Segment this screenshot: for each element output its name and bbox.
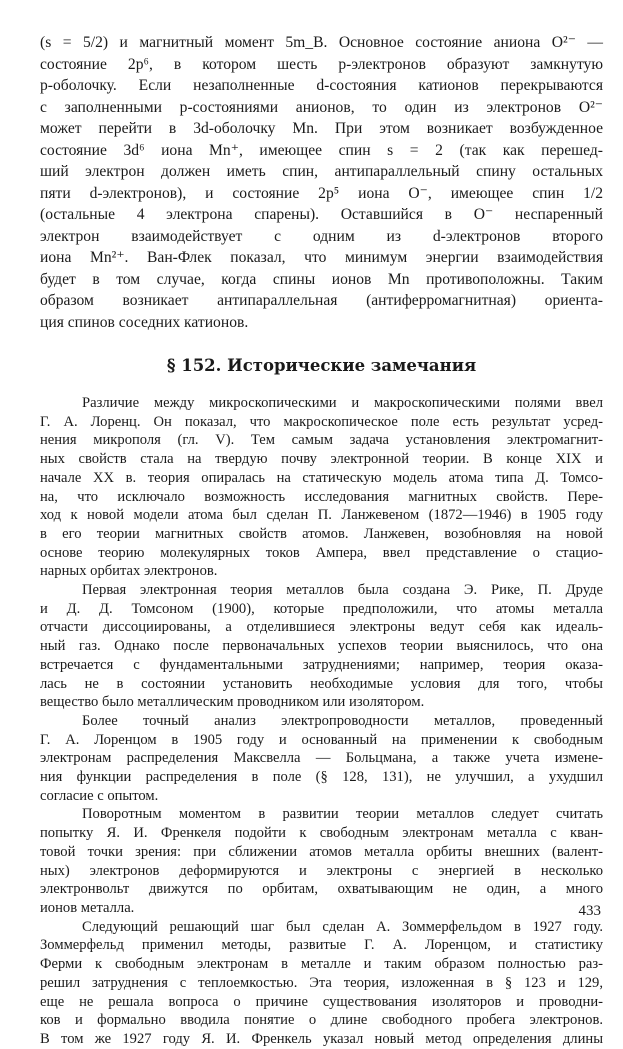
history-section <box>40 394 603 1049</box>
text-line: нарных орбитах электронов. <box>40 563 218 580</box>
text-line: Ферми к свободным электронам в металле и таким образом полностью раз- <box>40 956 603 973</box>
text-line: и Д. Д. Томсоном (1900), которые предположили, что атомы металла <box>40 600 603 617</box>
text-line: согласие с опытом. <box>40 787 159 804</box>
text-line: ния функции распределения в поле (§ 128, 131), не улучшил, а ухудшил <box>40 769 603 786</box>
text-line: иона Mn²⁺. Ван-Флек показал, что минимум энергии взаимодействия <box>40 249 603 266</box>
text-line: будет в том случае, когда спины ионов Mn противоположны. Таким <box>40 270 603 288</box>
section-heading: § 152. Исторические замечания <box>166 356 477 375</box>
history-paragraph <box>40 712 603 806</box>
text-line: состояние 2p⁶, в котором шесть p-электронов образуют замкнутую <box>40 55 603 73</box>
text-line: Г. А. Лоренцом в 1905 году и основанный на применении к свободным <box>40 731 603 748</box>
text-line: еще не решала вопроса о причине существования изоляторов и проводни- <box>40 993 603 1010</box>
text-line: ных свойств стала на твердую почву электронной теории. В конце XIX и <box>40 451 603 468</box>
text-line: Поворотным моментом в развитии теории металлов следует считать <box>82 806 603 823</box>
text-line: состояние 3d⁶ иона Mn⁺, имеющее спин s = 2 (так как перешед- <box>40 141 603 159</box>
text-line: с заполненными p-состояниями анионов, то один из электронов O²⁻ <box>40 98 603 116</box>
text-line: ных) электронов деформируются и электроны с энергией в несколько <box>40 862 603 879</box>
text-line: Г. А. Лоренц. Он показал, что макроскопическое поле есть результат усред- <box>40 413 603 430</box>
page-number: 433 <box>578 903 601 919</box>
text-line: (s = 5/2) и магнитный момент 5m_B. Основное состояние аниона O²⁻ — <box>40 34 603 51</box>
text-line: ция спинов соседних катионов. <box>40 313 249 331</box>
text-line: пяти d-электронов), и состояние 2p⁵ иона O⁻, имеющее спин 1/2 <box>40 184 603 202</box>
text-line: Следующий решающий шаг был сделан А. Зоммерфельдом в 1927 году. <box>82 918 603 935</box>
text-line: товой точки зрения: при сближении атомов металла орбиты внешних (валент- <box>40 843 603 860</box>
text-line: отчасти диссоциированы, а отделившиеся электроны ведут себя как идеаль- <box>40 619 603 636</box>
text-line: p-оболочку. Если незаполненные d-состояния катионов перекрываются <box>40 77 603 94</box>
text-line: решил затруднения с теплоемкостью. Эта теория, изложенная в § 123 и 129, <box>40 974 603 991</box>
text-line: Первая электронная теория металлов была создана Э. Рике, П. Друде <box>82 582 603 599</box>
text-line: ший электрон должен иметь спин, антипараллельный спину остальных <box>40 163 603 180</box>
text-line: ионов металла. <box>40 899 135 916</box>
text-line: ков и формально вводила понятие о длине свободного пробега электронов. <box>40 1012 603 1029</box>
history-paragraph <box>40 581 603 712</box>
history-paragraph <box>40 918 603 1049</box>
page-body <box>40 32 603 1049</box>
text-line: вещество было металлическим проводником или изолятором. <box>40 694 425 711</box>
text-line: образом возникает антипараллельная (антиферромагнитная) ориента- <box>40 292 603 309</box>
text-line: ный газ. Однако после первоначальных успехов теории выяснилось, что она <box>40 638 603 655</box>
text-line: на, что исключало возможность исследования магнитных свойств. Пере- <box>40 488 603 505</box>
text-line: в его теории магнитных свойств атомов. Ланжевен, возобновляя на новой <box>40 525 603 542</box>
text-line: электрон взаимодействует с одним из d-электронов второго <box>40 227 603 245</box>
text-line: попытку Я. И. Френкеля подойти к свободным электронам металла с кван- <box>40 825 603 842</box>
text-line: В том же 1927 году Я. И. Френкель указал новый метод определения длины <box>40 1030 603 1047</box>
history-paragraph <box>40 805 603 917</box>
text-line: Более точный анализ электропроводности металлов, проведенный <box>82 712 603 729</box>
text-line: Различие между микроскопическими и макроскопическими полями ввел <box>82 395 603 411</box>
text-line: электронвольт движутся по орбитам, охватывающим не один, а много <box>40 881 603 898</box>
text-line: начале XX в. теория опиралась на статическую модель атома типа Д. Томсо- <box>40 469 603 486</box>
text-line: лась не в состоянии установить необходимые условия для того, чтобы <box>40 675 603 692</box>
top-paragraph <box>40 32 603 333</box>
text-line: может перейти в 3d-оболочку Mn. При этом возникает возбужденное <box>40 120 603 137</box>
history-paragraph <box>40 394 603 581</box>
text-line: электронам распределения Максвелла — Больцмана, а также учета измене- <box>40 750 603 767</box>
text-line: ход к новой модели атома был сделан П. Ланжевеном (1872—1946) в 1905 году <box>40 507 603 524</box>
text-line: встречается с фундаментальными затруднениями; например, теория оказа- <box>40 656 603 673</box>
text-line: нения микрополя (гл. V). Тем самым задача установления электромагнит- <box>40 432 603 449</box>
text-line: Зоммерфельд применил методы, развитые Г. А. Лоренцом, и статистику <box>40 937 603 954</box>
text-line: основе теорию молекулярных токов Ампера, ввел представление о стацио- <box>40 544 603 561</box>
text-line: (остальные 4 электрона спарены). Оставшийся в O⁻ неспаренный <box>40 206 603 223</box>
